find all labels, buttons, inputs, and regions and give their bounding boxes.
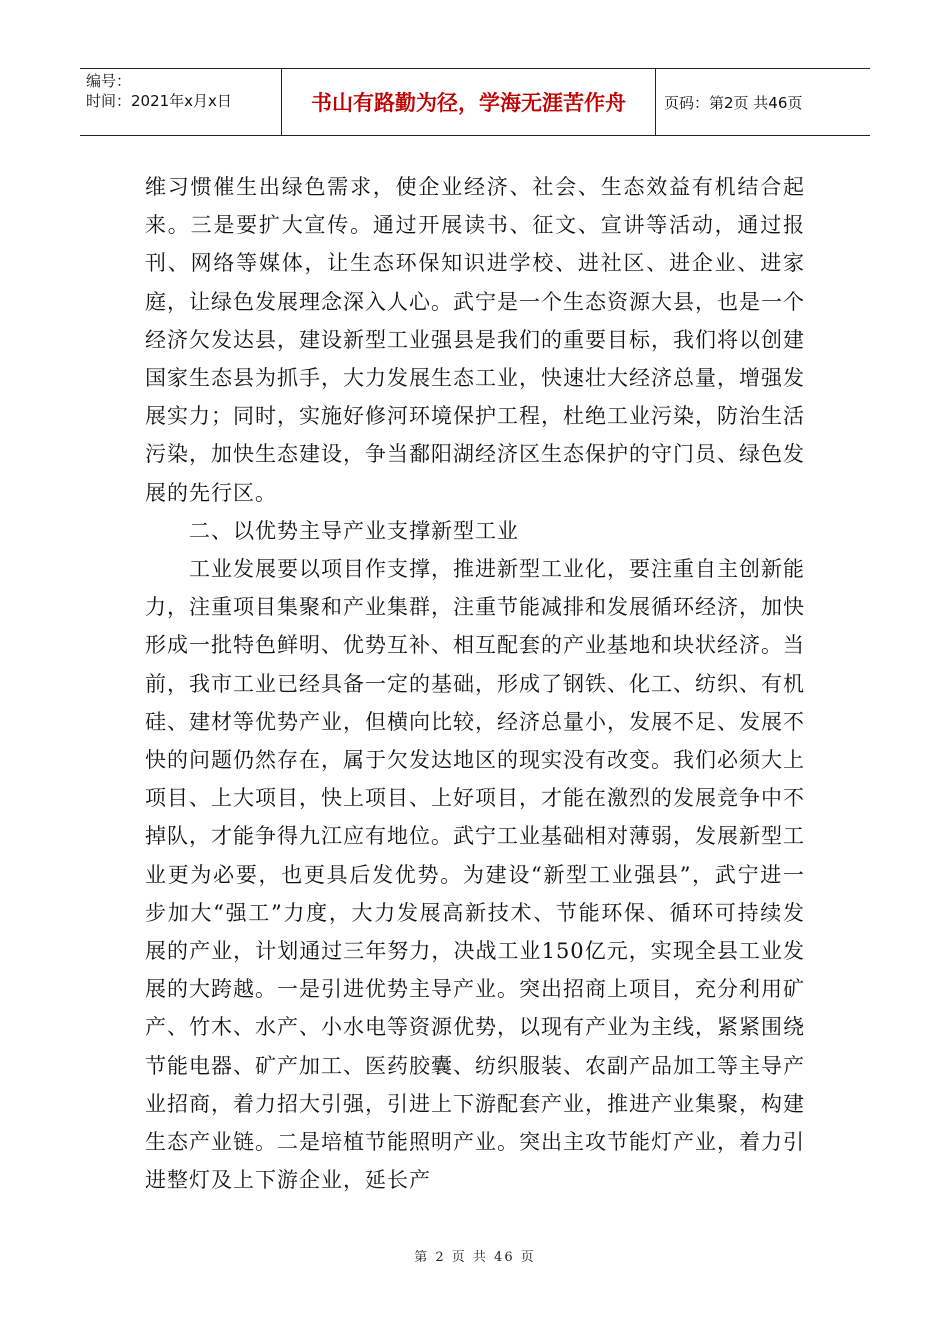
body-paragraph-1: 维习惯催生出绿色需求，使企业经济、社会、生态效益有机结合起来。三是要扩大宣传。通过开展读书、征文、宣讲等活动，通过报刊、网络等媒体，让生态环保知识进学校、进社区、进企业、进家庭，让绿色发展理念深入人心。武宁是一个生态资源大县，也是一个经济欠发达县，建设新型工业强县是我们的重要目标，我们将以创建国家生态县为抓手，大力发展生态工业，快速壮大经济总量，增强发展实力；同时，实施好修河环境保护工程，杜绝工业污染，防治生活污染，加快生态建设，争当鄱阳湖经济区生态保护的守门员、绿色发展的先行区。 [145,175,805,505]
document-number-label: 编号： [86,72,132,90]
body-paragraph-2: 工业发展要以项目作支撑，推进新型工业化，要注重自主创新能力，注重项目集聚和产业集群，注重节能减排和发展循环经济，加快形成一批特色鲜明、优势互补、相互配套的产业基地和块状经济。当前，我市工业已经具备一定的基础，形成了钢铁、化工、纺织、有机硅、建材等优势产业，但横向比较，经济总量小，发展不足、发展不快的问题仍然存在，属于欠发达地区的现实没有改变。我们必须大上项目、上大项目，快上项目、上好项目，才能在激烈的发展竞争中不掉队，才能争得九江应有地位。武宁工业基础相对薄弱，发展新型工业更为必要，也更具后发优势。为建设“新型工业强县”，武宁进一步加大“强工”力度，大力发展高新技术、节能环保、循环可持续发展的产业，计划通过三年努力，决战工业150亿元，实现全县工业发展的大跨越。一是引进优势主导产业。突出招商上项目，充分利用矿产、竹木、水产、小水电等资源优势，以现有产业为主线，紧紧围绕节能电器、矿产加工、医药胶囊、纺织服装、农副产品加工等主导产业招商，着力招大引强，引进上下游配套产业，推进产业集聚，构建生态产业链。二是培植节能照明产业。突出主攻节能灯产业，着力引进整灯及上下游企业，延长产 [145,557,805,1193]
header-page-info: 页码：第2页 共46页 [664,93,803,112]
page-footer: 第 2 页 共 46 页 [414,1250,536,1265]
header-meta-cell [80,69,282,135]
header-motto: 书山有路勤为径，学海无涯苦作舟 [282,69,656,135]
document-time-label: 时间：2021年x月x日 [86,92,232,110]
section-heading: 二、以优势主导产业支撑新型工业 [189,518,519,543]
page-header [80,68,870,136]
document-body [145,168,805,1199]
